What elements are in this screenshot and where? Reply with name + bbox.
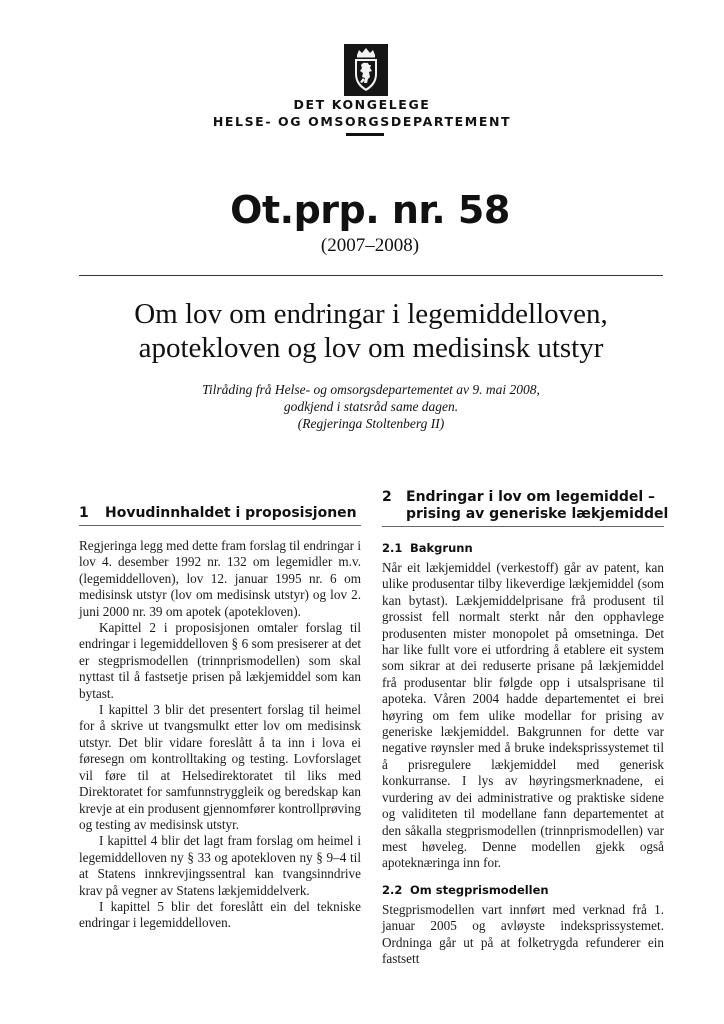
section-2-2-heading (382, 883, 664, 897)
paragraph: I kapittel 5 blir det foreslått ein del tekniske endringar i legemiddelloven. (79, 898, 361, 931)
session-years: (2007–2008) (320, 235, 420, 256)
section-2-2-number: 2.2 (382, 883, 403, 897)
paragraph: Regjeringa legg med dette fram forslag til endringar i lov 4. desember 1992 nr. 132 om legemidler m.v. (legemiddelloven), lov 12. januar 1995 nr. 6 om medisinsk utstyr (lov om medisinsk utstyr) og lov 2. juni 2000 nr. 39 om apotek (apotekloven). (79, 538, 361, 619)
section-1-heading (79, 504, 364, 522)
subtitle-line3: (Regjeringa Stoltenberg II) (297, 416, 445, 431)
section-1-title: Hovudinnhaldet i proposisjonen (105, 505, 357, 521)
section-2-1-body (382, 560, 664, 872)
department-name-line2: HELSE- OG OMSORGSDEPARTEMENT (212, 114, 512, 129)
section-2-2-title: Om stegprismodellen (410, 883, 549, 897)
department-name-line1: DET KONGELEGE (293, 97, 431, 112)
header-divider (346, 133, 384, 136)
section-2-1-number: 2.1 (382, 541, 403, 555)
main-title-line2: apotekloven og lov om medisinsk utstyr (138, 332, 604, 364)
section-1-number: 1 (79, 505, 89, 521)
section-2-2-body (382, 902, 664, 968)
section-2-title-line2: prising av generiske lækjemiddel (406, 506, 669, 522)
section-2-1-title: Bakgrunn (410, 541, 473, 555)
paragraph: Når eit lækjemiddel (verkestoff) går av patent, kan ulike produsentar tilby likeverdige lækjemiddel (som kan bytast). Lækjemiddelprisane frå produsent til grossist fell normalt sterkt når den opphavlege produsenten mister monopolet på omsetninga. Det har like fullt vore ei utfordring å etablere eit system som sikrar at dei reduserte prisane på lækjemiddel frå produsentar blir følgde opp i utsalsprisane til apoteka. Våren 2004 hadde departementet ei brei høyring om fem ulike modellar for prising av generiske lækjemiddel. Bakgrunnen for dette var negative røynsler med å bruke indeksprissystemet til å prisregulere lækjemiddel med generisk konkurranse. I lys av høyringsmerknadene, ei vurdering av dei administrative og praktiske sidene og validiteten til modellane fann departementet at den såkalla stegprismodellen (trinnprismodellen) var mest høveleg. Denne modellen gjekk også apoteknæringa inn for. (382, 560, 664, 871)
section-2-title-line1: Endringar i lov om legemiddel – (406, 489, 656, 505)
norwegian-coat-of-arms-icon (344, 44, 388, 96)
left-column-divider (79, 525, 361, 526)
subtitle-line2: godkjend i statsråd same dagen. (283, 399, 459, 414)
section-2-1-heading (382, 541, 664, 555)
section-1-body (79, 538, 361, 932)
document-number: Ot.prp. nr. 58 (230, 188, 510, 232)
paragraph: Stegprismodellen vart innført med verknad frå 1. januar 2005 og avløyste indeksprissystemet. Ordninga går ut på at folketrygda refunderer ein fastsett (382, 902, 664, 967)
paragraph: I kapittel 4 blir det lagt fram forslag om heimel i legemiddelloven ny § 33 og apotekloven ny § 9–4 til at Statens innkrevjingssentral kan tvangsinndrive krav på vegner av Statens lækjemiddelverk. (79, 833, 361, 898)
main-title-line1: Om lov om endringar i legemiddelloven, (134, 298, 608, 330)
title-divider (79, 275, 663, 276)
paragraph: Kapittel 2 i proposisjonen omtaler forslag til endringar i legemiddelloven § 6 som presiserer at det er stegprismodellen (trinnprismodellen) som skal nyttast til å fastsetje prisen på lækjemiddel som kan bytast. (79, 620, 361, 701)
section-2-number: 2 (382, 489, 392, 505)
paragraph: I kapittel 3 blir det presentert forslag til heimel for å skrive ut tvangsmulkt etter lov om medisinsk utstyr. Det blir vidare foreslått å ta inn i lova ei føresegn om kontrolltaking og testing. Lovforslaget vil føre til at Helsedirektoratet til liks med Direktoratet for samfunnstryggleik og beredskap kan krevje at ein produsent gjennomfører kontrollprøving og testing av medisinsk utstyr. (79, 702, 361, 832)
subtitle-line1: Tilråding frå Helse- og omsorgsdepartementet av 9. mai 2008, (202, 382, 540, 397)
right-column-divider (382, 526, 664, 527)
